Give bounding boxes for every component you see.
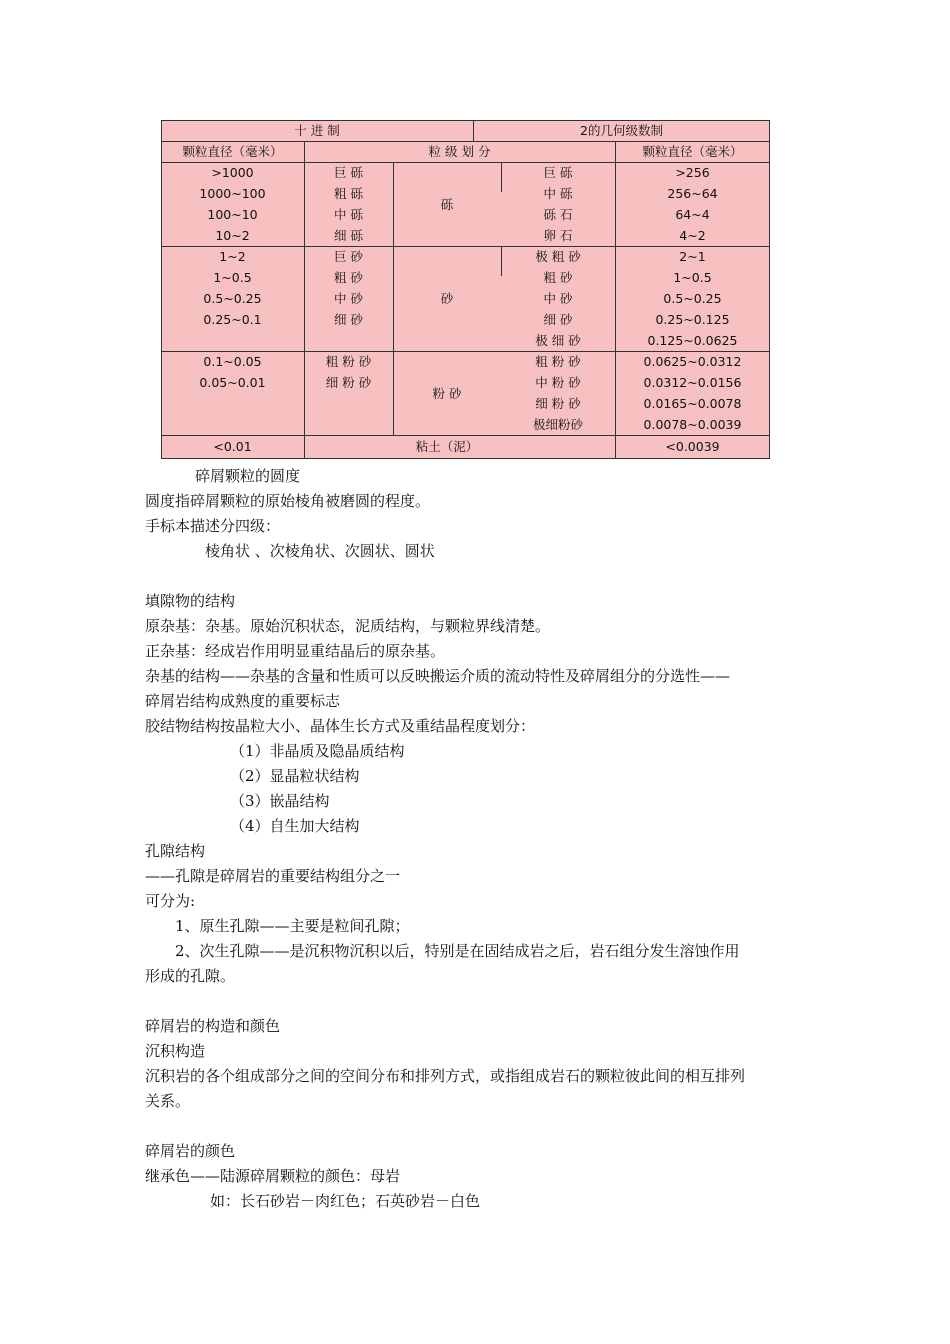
paragraph: 继承色——陆源碎屑颗粒的颜色：母岩 <box>145 1167 401 1185</box>
left-diameter: 1~0.5 <box>213 270 252 285</box>
left-grade-name: 中 砾 <box>334 207 363 222</box>
right-grade-name: 细 粉 砂 <box>535 396 581 411</box>
paragraph: 可分为: <box>145 892 196 910</box>
section-heading-roundness: 碎屑颗粒的圆度 <box>195 467 301 485</box>
right-grade-name: 粗 砂 <box>543 270 573 285</box>
section-heading-pores: 孔隙结构 <box>145 842 206 860</box>
list-item: 2、次生孔隙——是沉积物沉积以后，特别是在固结成岩之后，岩石组分发生溶蚀作用 <box>175 942 740 960</box>
paragraph: 形成的孔隙。 <box>145 967 236 985</box>
group-name: 粘土（泥） <box>415 439 479 454</box>
left-grade-name: 巨 砂 <box>334 249 363 264</box>
paragraph: 原杂基：杂基。原始沉积状态，泥质结构，与颗粒界线清楚。 <box>145 617 551 635</box>
header-diameter-right: 颗粒直径（毫米） <box>642 144 743 159</box>
left-diameter: <0.01 <box>213 439 252 454</box>
left-diameter: 1~2 <box>219 249 246 264</box>
section-heading-matrix: 填隙物的结构 <box>145 592 236 610</box>
section-heading-color: 碎屑岩的颜色 <box>145 1142 236 1160</box>
right-diameter: 0.0312~0.0156 <box>643 375 742 390</box>
right-diameter: <0.0039 <box>665 439 720 454</box>
left-diameter: 0.05~0.01 <box>199 375 266 390</box>
left-grade-name: 巨 砾 <box>334 165 363 180</box>
paragraph: 如：长石砂岩－肉红色；石英砂岩－白色 <box>210 1192 481 1210</box>
right-diameter: 256~64 <box>667 186 718 201</box>
right-grade-name: 极 粗 砂 <box>535 249 581 264</box>
list-item: （1）非晶质及隐晶质结构 <box>230 742 405 760</box>
header-decimal-system: 十 进 制 <box>294 123 340 138</box>
right-grade-name: 砾 石 <box>543 207 573 222</box>
paragraph: 沉积岩的各个组成部分之间的空间分布和排列方式，或指组成岩石的颗粒彼此间的相互排列 <box>145 1067 746 1085</box>
left-diameter: 0.5~0.25 <box>203 291 262 306</box>
header-diameter-left: 颗粒直径（毫米） <box>182 144 283 159</box>
header-grade-division: 粒 级 划 分 <box>428 144 491 159</box>
left-grade-name: 中 砂 <box>334 291 363 306</box>
paragraph: 杂基的结构——杂基的含量和性质可以反映搬运介质的流动特性及碎屑组分的分选性—— <box>145 667 731 685</box>
paragraph: 碎屑岩结构成熟度的重要标志 <box>145 692 341 710</box>
right-diameter: 0.0165~0.0078 <box>643 396 742 411</box>
right-grade-name: 细 砂 <box>543 312 573 327</box>
right-diameter: 0.0625~0.0312 <box>643 354 742 369</box>
list-item: 1、原生孔隙——主要是粒间孔隙； <box>175 917 410 935</box>
paragraph: 关系。 <box>145 1092 191 1110</box>
group-name: 砾 <box>440 197 454 212</box>
right-diameter: 4~2 <box>679 228 706 243</box>
right-grade-name: 卵 石 <box>543 228 573 243</box>
right-grade-name: 巨 砾 <box>543 165 573 180</box>
group-name: 粉 砂 <box>432 386 462 401</box>
left-diameter: 100~10 <box>207 207 258 222</box>
left-diameter: >1000 <box>211 165 254 180</box>
list-item: （2）显晶粒状结构 <box>230 767 360 785</box>
section-heading-structure-color: 碎屑岩的构造和颜色 <box>145 1017 281 1035</box>
left-diameter: 1000~100 <box>199 186 266 201</box>
left-grade-name: 细 砾 <box>334 228 363 243</box>
paragraph: 圆度指碎屑颗粒的原始棱角被磨圆的程度。 <box>145 492 431 510</box>
right-diameter: 0.125~0.0625 <box>647 333 738 348</box>
left-grade-name: 粗 砾 <box>334 186 363 201</box>
left-diameter: 10~2 <box>215 228 250 243</box>
right-diameter: 64~4 <box>675 207 710 222</box>
paragraph: 手标本描述分四级： <box>145 517 281 535</box>
right-grade-name: 中 砂 <box>543 291 573 306</box>
paragraph: ——孔隙是碎屑岩的重要结构组分之一 <box>145 867 401 885</box>
group-name: 砂 <box>440 291 454 306</box>
left-grade-name: 粗 粉 砂 <box>325 354 372 369</box>
left-grade-name: 细 粉 砂 <box>325 375 372 390</box>
paragraph: 棱角状 、次棱角状、次圆状、圆状 <box>205 542 435 560</box>
right-grade-name: 中 砾 <box>543 186 573 201</box>
right-diameter: >256 <box>675 165 710 180</box>
paragraph: 胶结物结构按晶粒大小、晶体生长方式及重结晶程度划分： <box>145 717 536 735</box>
grain-size-table <box>161 120 770 459</box>
list-item: （3）嵌晶结构 <box>230 792 330 810</box>
list-item: （4）自生加大结构 <box>230 817 360 835</box>
right-grade-name: 粗 粉 砂 <box>535 354 581 369</box>
header-geometric-system: 2的几何级数制 <box>580 123 663 138</box>
right-diameter: 0.25~0.125 <box>655 312 730 327</box>
right-diameter: 0.5~0.25 <box>663 291 722 306</box>
right-grade-name: 极细粉砂 <box>532 417 583 432</box>
left-grade-name: 粗 砂 <box>334 270 363 285</box>
left-diameter: 0.25~0.1 <box>203 312 262 327</box>
left-diameter: 0.1~0.05 <box>203 354 262 369</box>
left-grade-name: 细 砂 <box>334 312 363 327</box>
right-diameter: 2~1 <box>679 249 706 264</box>
section-heading-sedimentary-structure: 沉积构造 <box>145 1042 206 1060</box>
right-grade-name: 中 粉 砂 <box>535 375 581 390</box>
paragraph: 正杂基：经成岩作用明显重结晶后的原杂基。 <box>145 642 446 660</box>
right-grade-name: 极 细 砂 <box>535 333 581 348</box>
right-diameter: 1~0.5 <box>673 270 712 285</box>
right-diameter: 0.0078~0.0039 <box>643 417 742 432</box>
